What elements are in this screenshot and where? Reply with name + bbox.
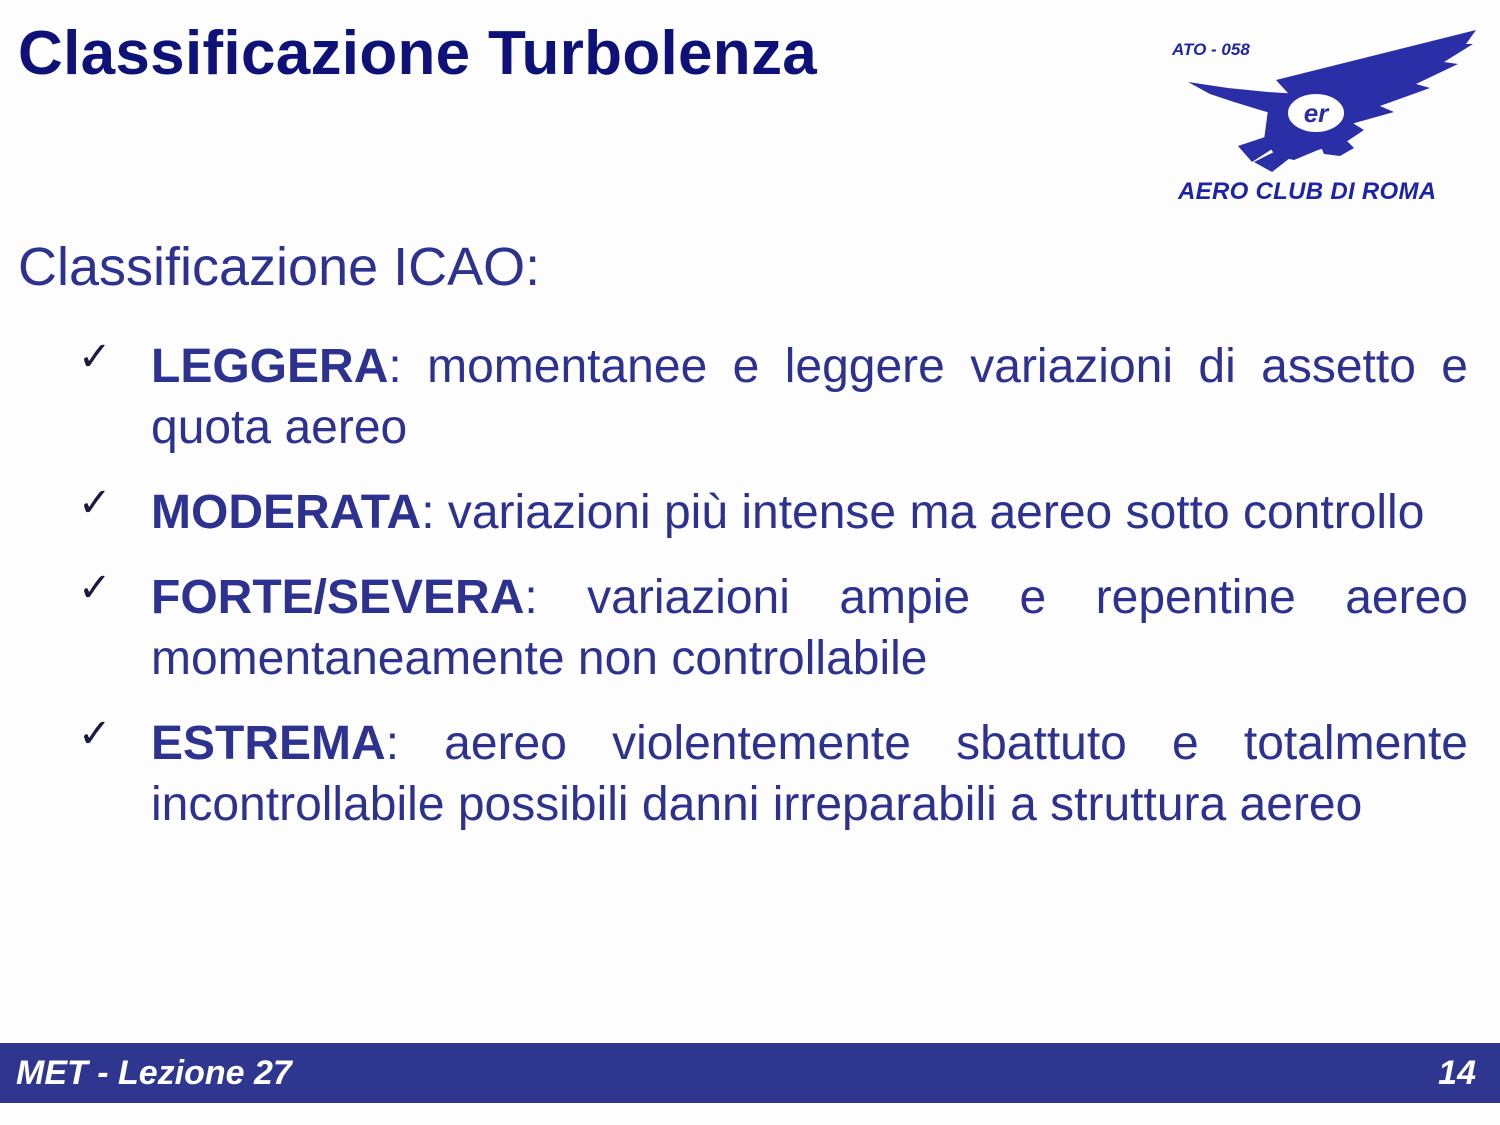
svg-text:er: er: [1303, 98, 1329, 128]
bullet-text: [151, 567, 1468, 689]
page-number: 14: [1438, 1054, 1476, 1092]
bullet-description: : aereo violentemente sbattuto e totalmente incontrollabile possibili danni irreparabili a struttura aereo: [151, 717, 1468, 831]
bullet-description: : variazioni ampie e repentine aereo momentaneamente non controllabile: [151, 571, 1468, 685]
bullet-text: [151, 336, 1468, 458]
bullet-text: [151, 713, 1468, 835]
footer-bar: [0, 1043, 1500, 1103]
slide-title: Classificazione Turbolenza: [18, 19, 818, 88]
bullet-term: MODERATA: [151, 486, 422, 539]
bullet-term: LEGGERA: [151, 340, 389, 393]
logo-code: ATO - 058: [1172, 40, 1250, 59]
checkmark-icon: ✓: [78, 565, 112, 611]
logo-name: AERO CLUB DI ROMA: [1178, 178, 1437, 205]
slide-subtitle: Classificazione ICAO:: [18, 237, 541, 297]
footer-lesson-label: MET - Lezione 27: [16, 1054, 292, 1092]
aero-club-logo: [1168, 22, 1484, 208]
bullet-item: [78, 713, 1468, 835]
bullet-description: : momentanee e leggere variazioni di assetto e quota aereo: [151, 340, 1468, 454]
bullet-text: [151, 482, 1468, 543]
bullet-item: [78, 567, 1468, 689]
bullet-term: ESTREMA: [151, 717, 386, 770]
checkmark-icon: ✓: [78, 711, 112, 757]
bullet-term: FORTE/SEVERA: [151, 571, 525, 624]
bullet-description: : variazioni più intense ma aereo sotto controllo: [421, 486, 1425, 539]
bullet-item: [78, 336, 1468, 458]
checkmark-icon: ✓: [78, 480, 112, 526]
bullet-list: [78, 336, 1468, 859]
checkmark-icon: ✓: [78, 334, 112, 380]
bullet-item: [78, 482, 1468, 543]
